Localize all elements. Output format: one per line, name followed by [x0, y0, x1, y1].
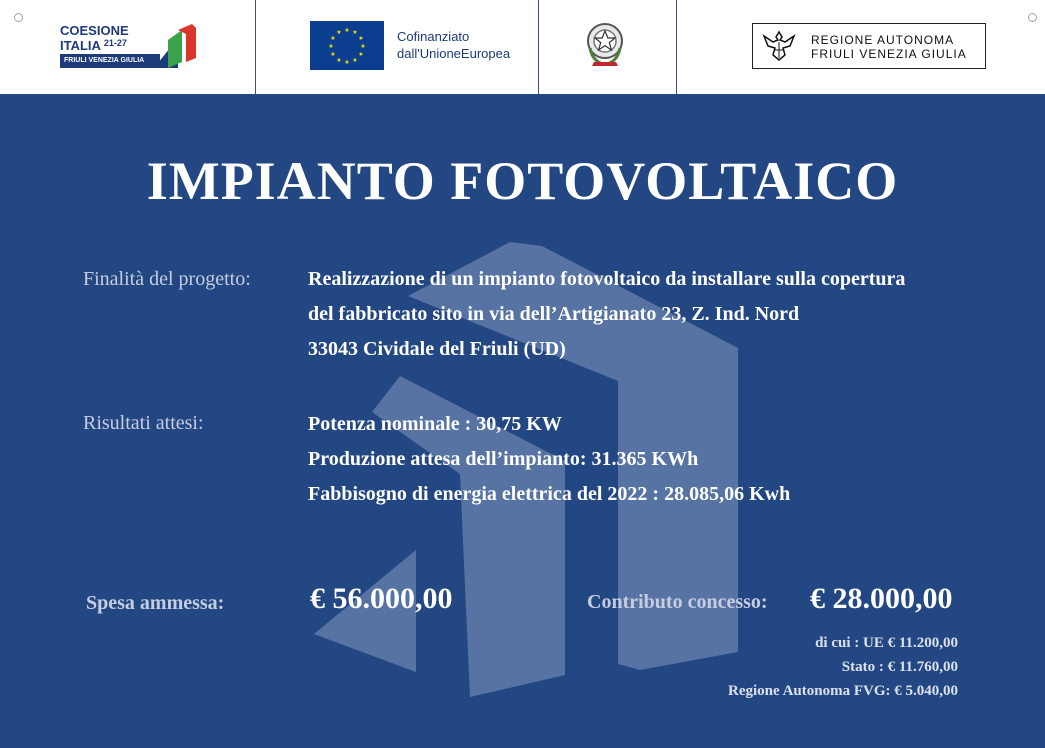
svg-text:★: ★	[352, 57, 358, 64]
risultati-label: Risultati attesi:	[83, 412, 204, 434]
contributo-value: € 28.000,00	[810, 582, 953, 615]
breakdown-line: di cui : UE € 11.200,00	[815, 635, 958, 651]
breakdown-line: Regione Autonoma FVG: € 5.040,00	[728, 683, 958, 699]
breakdown-line: Stato : € 11.760,00	[841, 659, 958, 675]
eu-flag-icon	[310, 21, 384, 70]
logo-header	[0, 0, 1045, 94]
italia-text: ITALIA $^{21-27}$	[60, 38, 127, 53]
finalita-line: Realizzazione di un impianto fotovoltaico da installare sulla copertura	[308, 268, 906, 290]
svg-text:★: ★	[344, 27, 350, 34]
finalita-text	[308, 262, 905, 367]
svg-text:★: ★	[358, 35, 364, 42]
mounting-hole	[14, 13, 23, 22]
eagle-icon	[761, 28, 797, 64]
finalita-line: del fabbricato sito in via dell’Artigianato 23, Z. Ind. Nord	[308, 303, 800, 325]
spesa-value: € 56.000,00	[310, 582, 453, 615]
contributo-breakdown	[728, 631, 958, 703]
region-strip: FRIULI VENEZIA GIULIA	[60, 54, 160, 68]
coesione-text: COESIONE	[60, 23, 129, 38]
svg-text:★: ★	[344, 59, 350, 66]
contributo-label: Contributo concesso:	[587, 591, 768, 613]
svg-text:★: ★	[330, 51, 336, 58]
separator	[255, 0, 256, 94]
svg-text:★: ★	[336, 57, 342, 64]
svg-text:★: ★	[352, 29, 358, 36]
svg-text:★: ★	[336, 29, 342, 36]
svg-text:★: ★	[330, 35, 336, 42]
coesione-mark-icon	[148, 22, 200, 72]
coesione-italia-logo	[60, 22, 200, 72]
fvg-line1: REGIONE AUTONOMA	[811, 33, 955, 47]
finalita-line: 33043 Cividale del Friuli (UD)	[308, 338, 566, 360]
fvg-line2: FRIULI VENEZIA GIULIA	[811, 47, 967, 61]
years-text: 21-27	[103, 38, 127, 48]
separator	[538, 0, 539, 94]
regione-fvg-logo	[752, 23, 986, 69]
eu-cofinanziato-text: Cofinanziato dall'UnioneEuropea	[397, 29, 511, 61]
separator	[676, 0, 677, 94]
risultati-line: Fabbisogno di energia elettrica del 2022 : 28.085,06 Kwh	[308, 483, 791, 505]
main-panel	[0, 94, 1045, 748]
finalita-label: Finalità del progetto:	[83, 268, 251, 290]
risultati-line: Potenza nominale : 30,75 KW	[308, 413, 562, 435]
svg-text:★: ★	[328, 43, 334, 50]
page-title: IMPIANTO FOTOVOLTAICO	[146, 151, 899, 211]
mounting-hole	[1028, 13, 1037, 22]
italian-republic-emblem-icon	[582, 18, 628, 70]
svg-text:★: ★	[358, 51, 364, 58]
risultati-line: Produzione attesa dell’impianto: 31.365 KWh	[308, 448, 699, 470]
svg-text:★: ★	[360, 43, 366, 50]
risultati-text	[308, 407, 790, 512]
spesa-label: Spesa ammessa:	[86, 592, 225, 614]
